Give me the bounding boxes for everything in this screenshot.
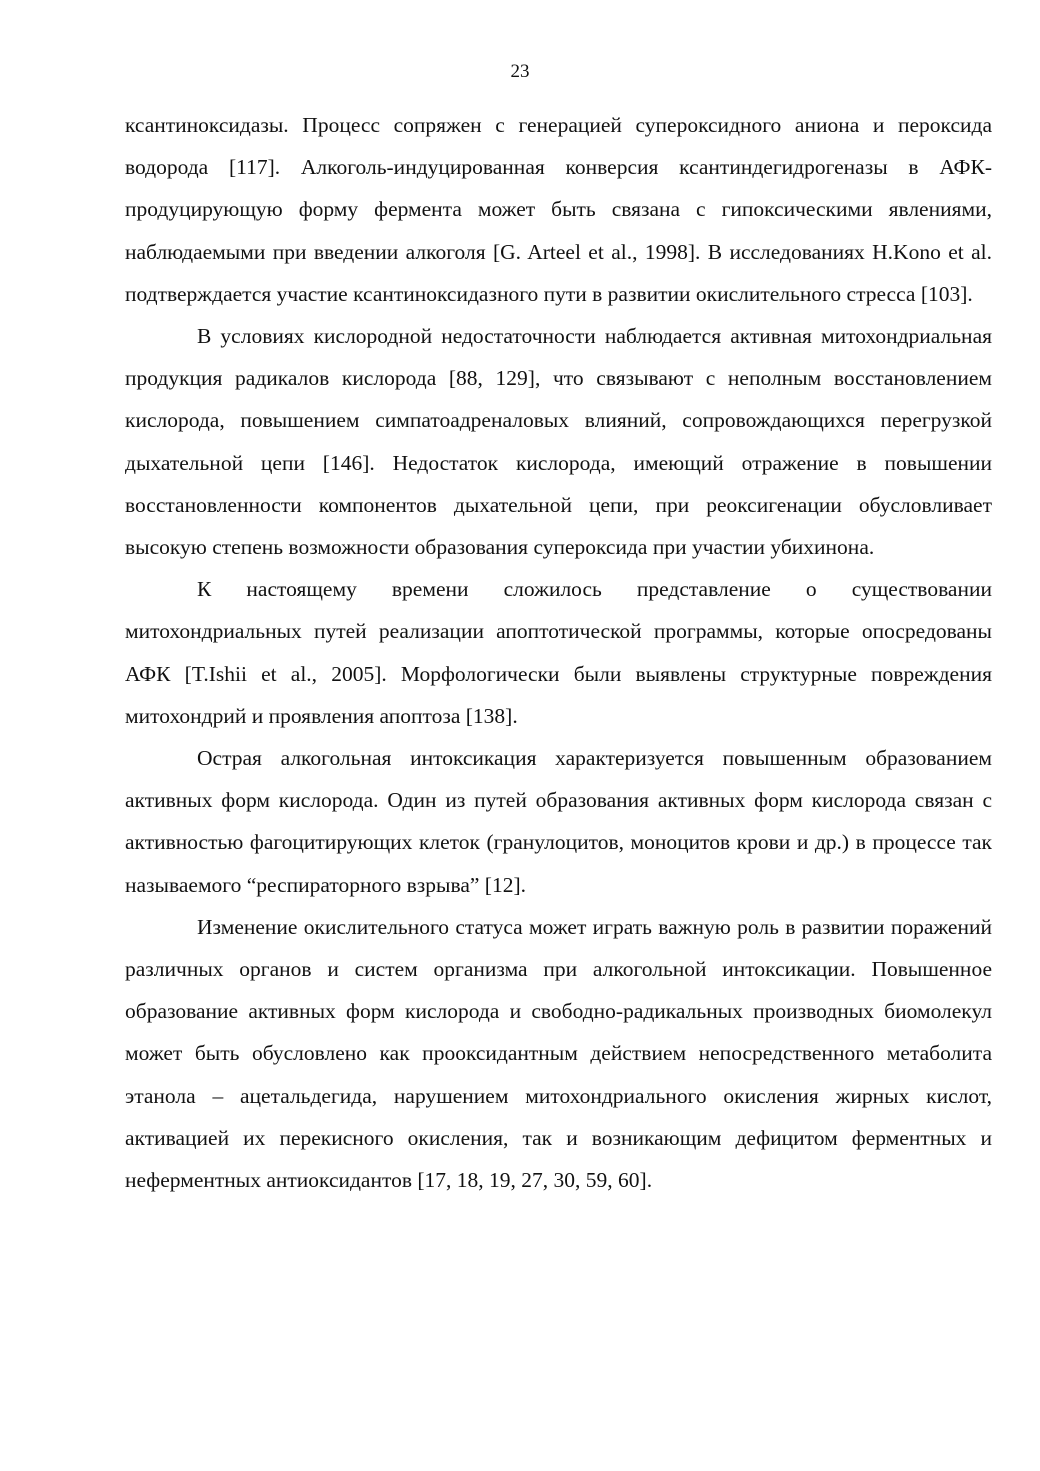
body-text bbox=[125, 104, 992, 1201]
paragraph-1: ксантиноксидазы. Процесс сопряжен с генерацией супероксидного аниона и пероксида водорода [117]. Алкоголь-индуцированная конверсия ксантиндегидрогеназы в АФК-продуцирующую форму фермента может быть связана с гипоксическими явлениями, наблюдаемыми при введении алкоголя [G. Arteel et al., 1998]. В исследованиях H.Kono et al. подтверждается участие ксантиноксидазного пути в развитии окислительного стресса [103]. bbox=[125, 113, 992, 306]
paragraph-2: В условиях кислородной недостаточности наблюдается активная митохондриальная продукция радикалов кислорода [88, 129], что связывают с неполным восстановлением кислорода, повышением симпатоадреналовых влияний, сопровождающихся перегрузкой дыхательной цепи [146]. Недостаток кислорода, имеющий отражение в повышении восстановленности компонентов дыхательной цепи, при реоксигенации обусловливает высокую степень возможности образования супероксида при участии убихинона. bbox=[125, 324, 992, 560]
page-number: 23 bbox=[510, 61, 530, 82]
paragraph-5: Изменение окислительного статуса может играть важную роль в развитии поражений различных органов и систем организма при алкогольной интоксикации. Повышенное образование активных форм кислорода и свободно-радикальных производных биомолекул может быть обусловлено как прооксидантным действием непосредственного метаболита этанола – ацетальдегида, нарушением митохондриального окисления жирных кислот, активацией их перекисного окисления, так и возникающим дефицитом ферментных и неферментных антиоксидантов [17, 18, 19, 27, 30, 59, 60]. bbox=[125, 914, 992, 1193]
paragraph-4: Острая алкогольная интоксикация характеризуется повышенным образованием активных форм кислорода. Один из путей образования активных форм кислорода связан с активностью фагоцитирующих клеток (гранулоцитов, моноцитов крови и др.) в процессе так называемого “респираторного взрыва” [12]. bbox=[125, 746, 992, 897]
paragraph-3: К настоящему времени сложилось представление о существовании митохондриальных путей реализации апоптотической программы, которые опосредованы АФК [T.Ishii et al., 2005]. Морфологически были выявлены структурные повреждения митохондрий и проявления апоптоза [138]. bbox=[125, 577, 992, 728]
